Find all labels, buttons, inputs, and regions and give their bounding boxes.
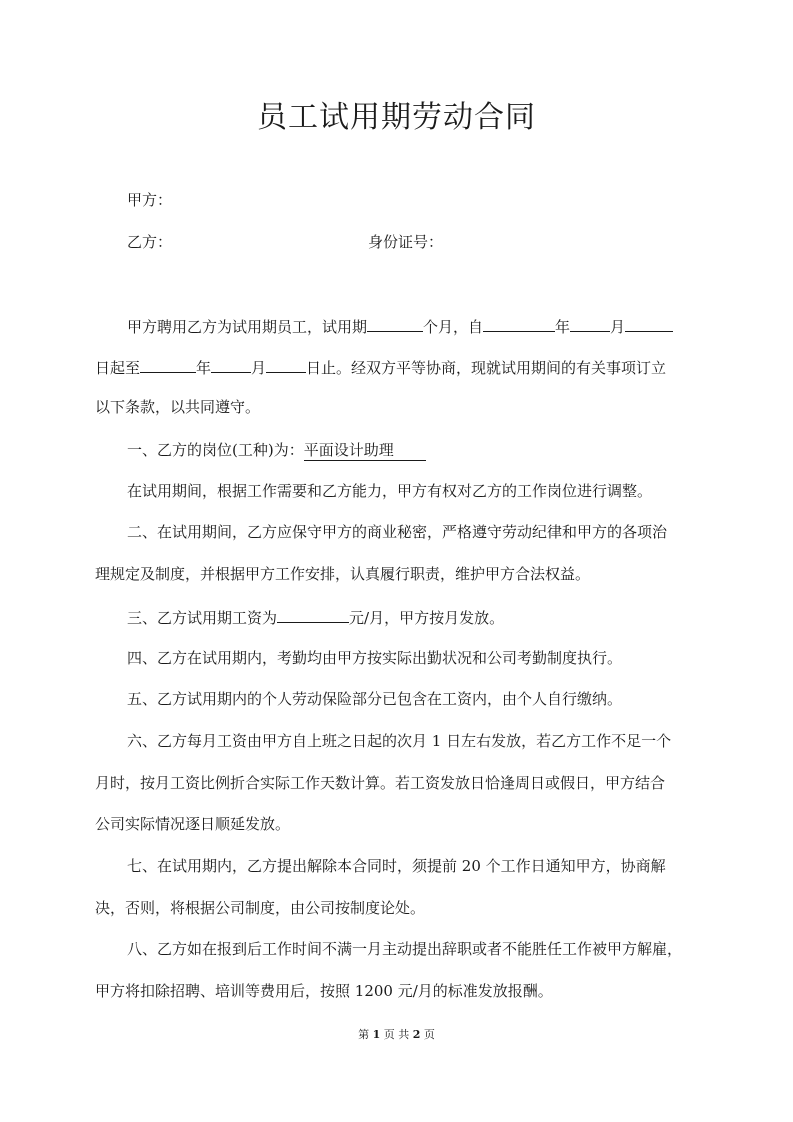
clause-3-suffix: 元/月，甲方按月发放。 — [349, 609, 505, 627]
clause-1-detail: 在试用期间，根据工作需要和乙方能力，甲方有权对乙方的工作岗位进行调整。 — [127, 482, 653, 500]
intro-line-2 — [95, 356, 666, 378]
blank-start-day[interactable] — [625, 315, 673, 332]
intro-text: 年 — [196, 359, 212, 377]
id-number-label: 身份证号： — [368, 233, 444, 251]
page-footer — [0, 1028, 793, 1042]
party-b-label: 乙方： — [127, 233, 173, 251]
intro-text: 日起至 — [95, 359, 141, 377]
footer-page-number: 1 — [372, 1028, 381, 1041]
clause-6-line-2: 月时，按月工资比例折合实际工作天数计算。若工资发放日恰逢周日或假日，甲方结合 — [95, 774, 666, 792]
clause-8-line-1: 八、乙方如在报到后工作时间不满一月主动提出辞职或者不能胜任工作被甲方解雇， — [127, 940, 683, 958]
footer-total-unit: 页 — [423, 1028, 435, 1041]
footer-page-word: 第 — [358, 1028, 370, 1041]
blank-end-month[interactable] — [211, 356, 251, 373]
blank-end-year[interactable] — [140, 356, 196, 373]
clause-5: 五、乙方试用期内的个人劳动保险部分已包含在工资内，由个人自行缴纳。 — [127, 690, 623, 708]
position-field[interactable]: 平面设计助理 — [304, 440, 426, 461]
clause-1 — [127, 440, 426, 461]
clause-3 — [127, 606, 504, 628]
intro-line-3: 以下条款，以共同遵守。 — [95, 398, 261, 416]
document-title: 员工试用期劳动合同 — [257, 100, 536, 135]
clause-4: 四、乙方在试用期内，考勤均由甲方按实际出勤状况和公司考勤制度执行。 — [127, 649, 623, 667]
blank-start-year[interactable] — [483, 315, 555, 332]
clause-1-prefix: 一、乙方的岗位(工种)为： — [127, 441, 304, 459]
footer-total-pages: 2 — [412, 1028, 421, 1041]
blank-salary[interactable] — [277, 606, 349, 623]
clause-8-line-2: 甲方将扣除招聘、培训等费用后，按照 1200 元/月的标准发放报酬。 — [95, 982, 553, 1000]
blank-end-day[interactable] — [266, 356, 306, 373]
blank-probation-months[interactable] — [367, 315, 423, 332]
blank-start-month[interactable] — [570, 315, 610, 332]
clause-7-line-1: 七、在试用期内，乙方提出解除本合同时，须提前 20 个工作日通知甲方，协商解 — [127, 857, 666, 875]
intro-line-1 — [127, 315, 673, 337]
clause-2-line-1: 二、在试用期间，乙方应保守甲方的商业秘密，严格遵守劳动纪律和甲方的各项治 — [127, 523, 668, 541]
intro-text: 个月，自 — [423, 318, 484, 336]
intro-text: 日止。经双方平等协商，现就试用期间的有关事项订立 — [306, 359, 667, 377]
clause-7-line-2: 决，否则，将根据公司制度，由公司按制度论处。 — [95, 899, 426, 917]
clause-3-prefix: 三、乙方试用期工资为 — [127, 609, 278, 627]
clause-2-line-2: 理规定及制度，并根据甲方工作安排，认真履行职责，维护甲方合法权益。 — [95, 565, 591, 583]
clause-6-line-1: 六、乙方每月工资由甲方自上班之日起的次月 1 日左右发放，若乙方工作不足一个 — [127, 732, 672, 750]
footer-page-unit: 页 共 — [383, 1028, 410, 1041]
intro-text: 甲方聘用乙方为试用期员工，试用期 — [127, 318, 368, 336]
intro-text: 月 — [251, 359, 267, 377]
clause-6-line-3: 公司实际情况逐日顺延发放。 — [95, 815, 291, 833]
intro-text: 月 — [610, 318, 626, 336]
intro-text: 年 — [555, 318, 571, 336]
party-a-label: 甲方： — [127, 191, 173, 209]
